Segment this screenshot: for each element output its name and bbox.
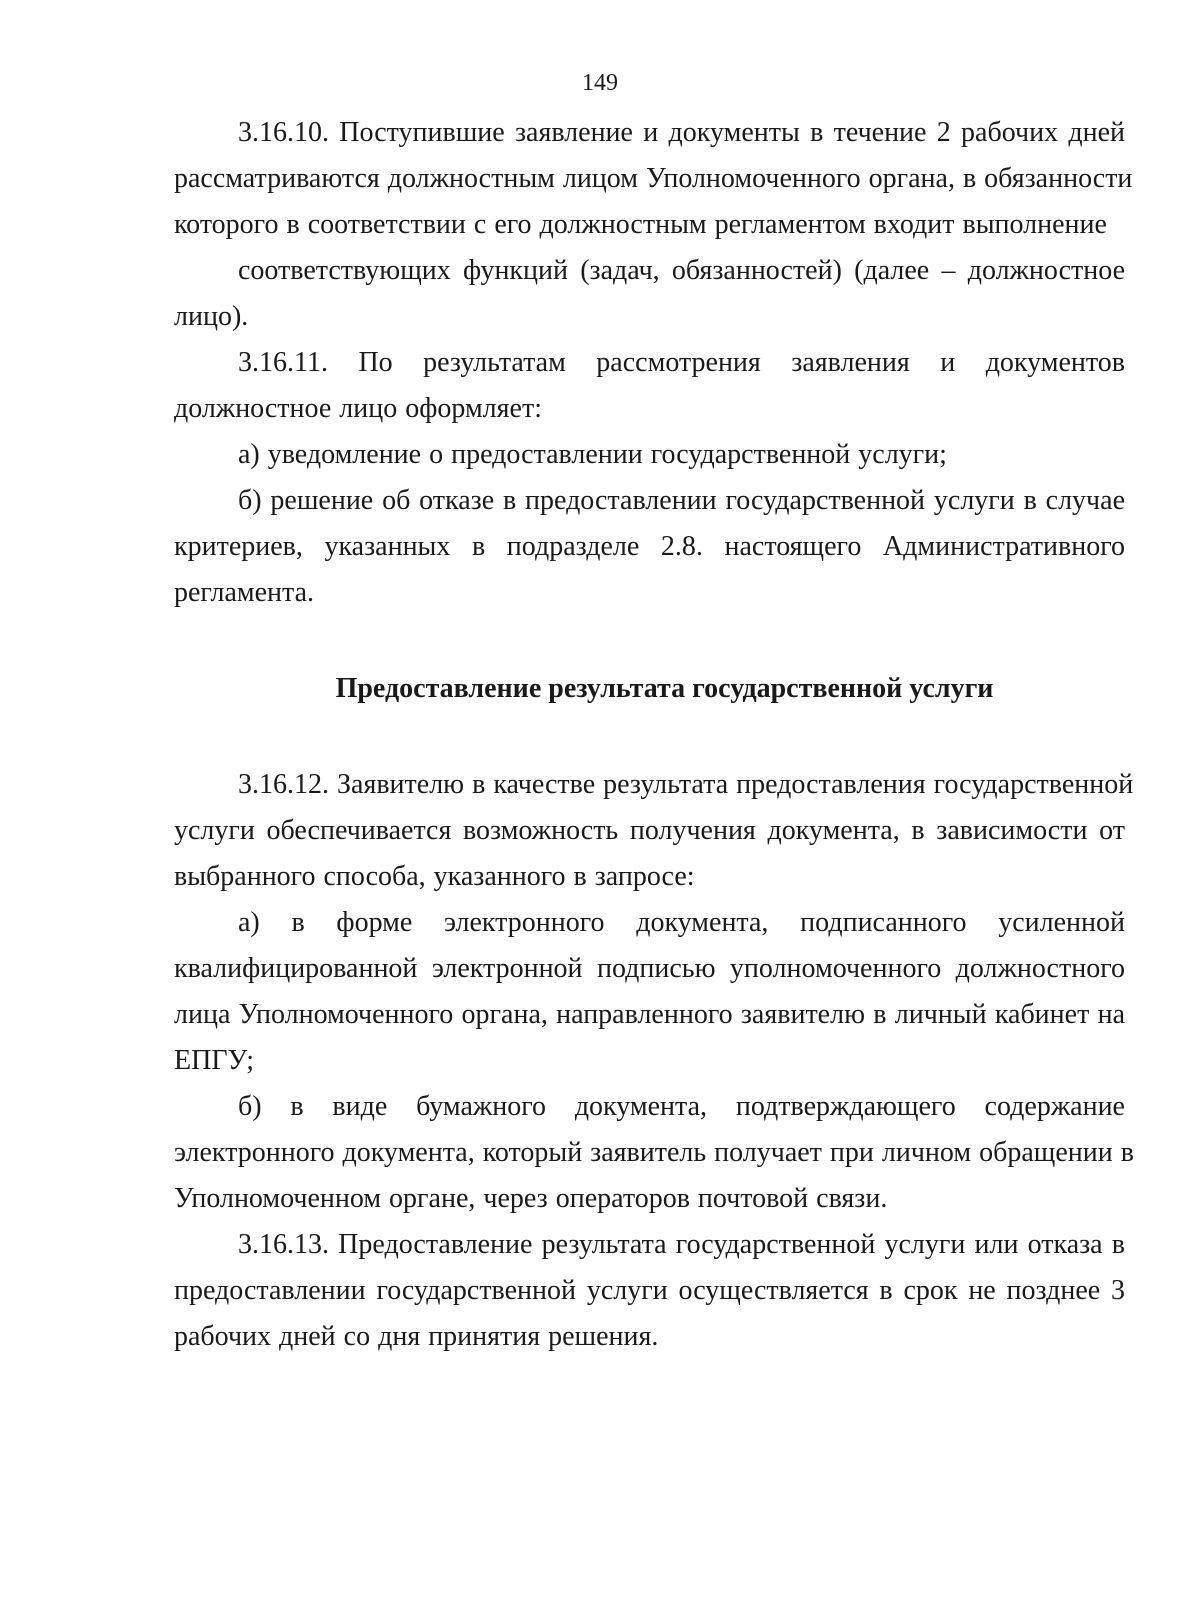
page-number: 149 — [582, 70, 618, 96]
paragraph-line: а) уведомление о предоставлении государственной услуги; — [238, 439, 947, 470]
paragraph-line: 3.16.13. Предоставление результата государственной услуги или отказа в — [238, 1229, 1125, 1260]
paragraph-line: 3.16.11. По результатам рассмотрения заявления и документов — [238, 347, 1125, 378]
paragraph-line: 3.16.12. Заявителю в качестве результата предоставления государственной — [238, 769, 1134, 800]
paragraph — [174, 248, 1125, 340]
paragraph — [174, 478, 1125, 616]
document-body — [174, 110, 1134, 1360]
paragraph-line: б) в виде бумажного документа, подтверждающего содержание — [238, 1091, 1125, 1122]
paragraph-line: критериев, указанных в подразделе 2.8. настоящего Административного — [174, 531, 1125, 562]
paragraph-line: квалифицированной электронной подписью уполномоченного должностного — [174, 953, 1125, 984]
paragraph — [174, 340, 1125, 432]
paragraphs-after-heading — [174, 762, 1134, 1360]
paragraph-line: которого в соответствии с его должностным регламентом входит выполнение — [174, 209, 1107, 240]
paragraph-line: регламента. — [174, 577, 315, 608]
paragraph-line: соответствующих функций (задач, обязанностей) (далее – должностное — [238, 255, 1125, 286]
section-heading: Предоставление результата государственной услуги — [335, 673, 994, 704]
paragraph-line: рассматриваются должностным лицом Уполномоченного органа, в обязанности — [174, 163, 1133, 194]
paragraph-line: ЕПГУ; — [174, 1045, 255, 1076]
paragraph-line: а) в форме электронного документа, подписанного усиленной — [238, 907, 1125, 938]
paragraph-line: должностное лицо оформляет: — [174, 393, 542, 424]
paragraph-line: лица Уполномоченного органа, направленного заявителю в личный кабинет на — [174, 999, 1125, 1030]
paragraph-line: предоставлении государственной услуги осуществляется в срок не позднее 3 — [174, 1275, 1125, 1306]
paragraph-line: выбранного способа, указанного в запросе: — [174, 861, 695, 892]
paragraph — [174, 1084, 1134, 1222]
paragraph-line: электронного документа, который заявитель получает при личном обращении в — [174, 1137, 1134, 1168]
paragraph — [174, 432, 1125, 478]
paragraph-line: лицо). — [174, 301, 249, 332]
paragraph — [174, 110, 1133, 248]
paragraph-line: Уполномоченном органе, через операторов почтовой связи. — [174, 1183, 888, 1214]
paragraph — [174, 1222, 1125, 1360]
paragraph — [174, 900, 1125, 1084]
paragraph-line: услуги обеспечивается возможность получения документа, в зависимости от — [174, 815, 1125, 846]
paragraph-line: б) решение об отказе в предоставлении государственной услуги в случае — [238, 485, 1125, 516]
paragraphs-before-heading — [174, 110, 1133, 616]
paragraph-line: 3.16.10. Поступившие заявление и документы в течение 2 рабочих дней — [238, 117, 1125, 148]
paragraph — [174, 762, 1134, 900]
paragraph-line: рабочих дней со дня принятия решения. — [174, 1321, 659, 1352]
